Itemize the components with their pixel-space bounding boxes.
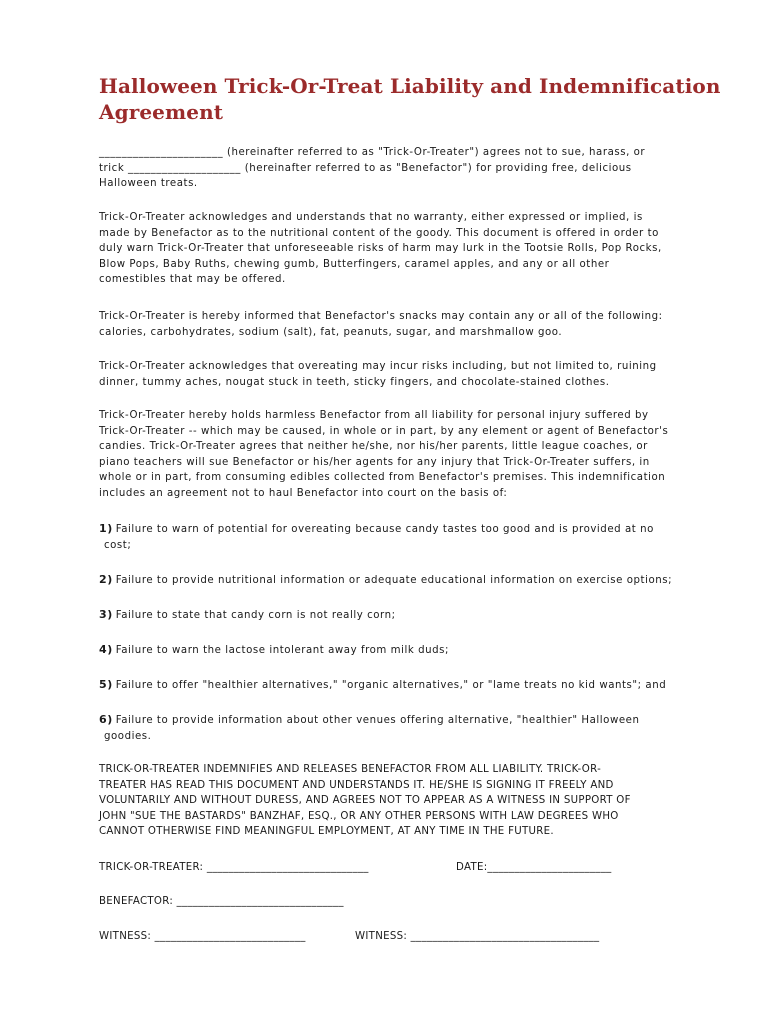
paragraph-line: TRICK-OR-TREATER INDEMNIFIES AND RELEASES BENEFACTOR FROM ALL LIABILITY. TRICK-OR- [99, 764, 602, 775]
paragraph-line: TREATER HAS READ THIS DOCUMENT AND UNDERSTANDS IT. HE/SHE IS SIGNING IT FREELY AND [99, 779, 614, 791]
item-text: Failure to warn the lactose intolerant away from milk duds; [115, 645, 450, 656]
list-item [99, 607, 659, 624]
item-number: 1) [99, 522, 113, 535]
item-text: Failure to provide information about other venues offering alternative, "healthier" Halloween [115, 715, 640, 726]
item-text: cost; [104, 539, 132, 551]
paragraph-line: Halloween treats. [99, 178, 198, 190]
item-text: Failure to provide nutritional information or adequate educational information on exercise options; [115, 575, 673, 586]
benefactor-signature-line: BENEFACTOR: _______________________________ [99, 896, 344, 907]
list-item [99, 712, 659, 744]
item-text: Failure to warn of potential for overeating because candy tastes too good and is provided at no [115, 524, 654, 535]
witness-signature-line: WITNESS: ____________________________ [99, 931, 306, 942]
paragraph-line: Trick-Or-Treater acknowledges that overeating may incur risks including, but not limited to, ruining [99, 361, 657, 372]
paragraph-line: CANNOT OTHERWISE FIND MEANINGFUL EMPLOYMENT, AT ANY TIME IN THE FUTURE. [99, 826, 554, 838]
item-number: 3) [99, 608, 113, 621]
warranty-paragraph [99, 210, 662, 288]
paragraph-line: duly warn Trick-Or-Treater that unforeseeable risks of harm may lurk in the Tootsie Rolls, Pop Rocks, [99, 243, 662, 255]
paragraph-line: made by Benefactor as to the nutritional content of the goody. This document is offered in order to [99, 227, 659, 239]
paragraph-line: trick ____________________ (hereinafter referred to as "Benefactor") for providing free, delicious [99, 162, 632, 174]
date-line: DATE:_______________________ [456, 862, 612, 873]
paragraph-line: Trick-Or-Treater hereby holds harmless Benefactor from all liability for personal injury suffered by [99, 410, 649, 421]
indemnification-paragraph [99, 408, 669, 502]
list-item [99, 677, 667, 694]
item-text: Failure to state that candy corn is not really corn; [115, 610, 396, 621]
paragraph-line: calories, carbohydrates, sodium (salt), fat, peanuts, sugar, and marshmallow goo. [99, 326, 563, 338]
document-title [99, 73, 721, 125]
title-line: Halloween Trick-Or-Treat Liability and Indemnification [99, 74, 721, 98]
item-number: 5) [99, 678, 113, 691]
item-number: 4) [99, 643, 113, 656]
paragraph-line: Trick-Or-Treater is hereby informed that Benefactor's snacks may contain any or all of the following: [99, 311, 663, 322]
item-number: 2) [99, 573, 113, 586]
paragraph-line: JOHN "SUE THE BASTARDS" BANZHAF, ESQ., OR ANY OTHER PERSONS WITH LAW DEGREES WHO [99, 810, 619, 822]
item-number: 6) [99, 713, 113, 726]
intro-paragraph [99, 145, 659, 192]
paragraph-line: piano teachers will sue Benefactor or his/her agents for any injury that Trick-Or-Treater suffers, in [99, 456, 650, 468]
paragraph-line: dinner, tummy aches, nougat stuck in teeth, sticky fingers, and chocolate-stained clothes. [99, 376, 610, 388]
overeating-paragraph [99, 359, 659, 390]
paragraph-line: comestibles that may be offered. [99, 274, 286, 286]
paragraph-line: ______________________ (hereinafter referred to as "Trick-Or-Treater") agrees not to sue, harass, or [99, 147, 646, 158]
paragraph-line: VOLUNTARILY AND WITHOUT DURESS, AND AGREES NOT TO APPEAR AS A WITNESS IN SUPPORT OF [99, 795, 631, 807]
ingredients-paragraph [99, 309, 663, 340]
item-text: goodies. [104, 730, 152, 742]
list-item [99, 572, 673, 589]
list-item [99, 521, 659, 553]
item-text: Failure to offer "healthier alternatives," "organic alternatives," or "lame treats no kid wants"; and [115, 680, 667, 691]
paragraph-line: includes an agreement not to haul Benefactor into court on the basis of: [99, 487, 508, 499]
paragraph-line: Trick-Or-Treater acknowledges and understands that no warranty, either expressed or implied, is [99, 212, 643, 223]
title-line: Agreement [99, 100, 224, 124]
paragraph-line: Blow Pops, Baby Ruths, chewing gumb, Butterfingers, caramel apples, and any or all other [99, 258, 610, 270]
list-item [99, 642, 659, 659]
trick-or-treater-signature-line: TRICK-OR-TREATER: ______________________________ [99, 862, 369, 873]
paragraph-line: candies. Trick-Or-Treater agrees that neither he/she, nor his/her parents, little league coaches, or [99, 441, 648, 453]
paragraph-line: whole or in part, from consuming edibles collected from Benefactor's premises. This indemnification [99, 472, 666, 484]
release-paragraph [99, 762, 659, 840]
paragraph-line: Trick-Or-Treater -- which may be caused, in whole or in part, by any element or agent of Benefactor's [99, 425, 669, 437]
witness-signature-line: WITNESS: ___________________________________ [355, 931, 600, 942]
